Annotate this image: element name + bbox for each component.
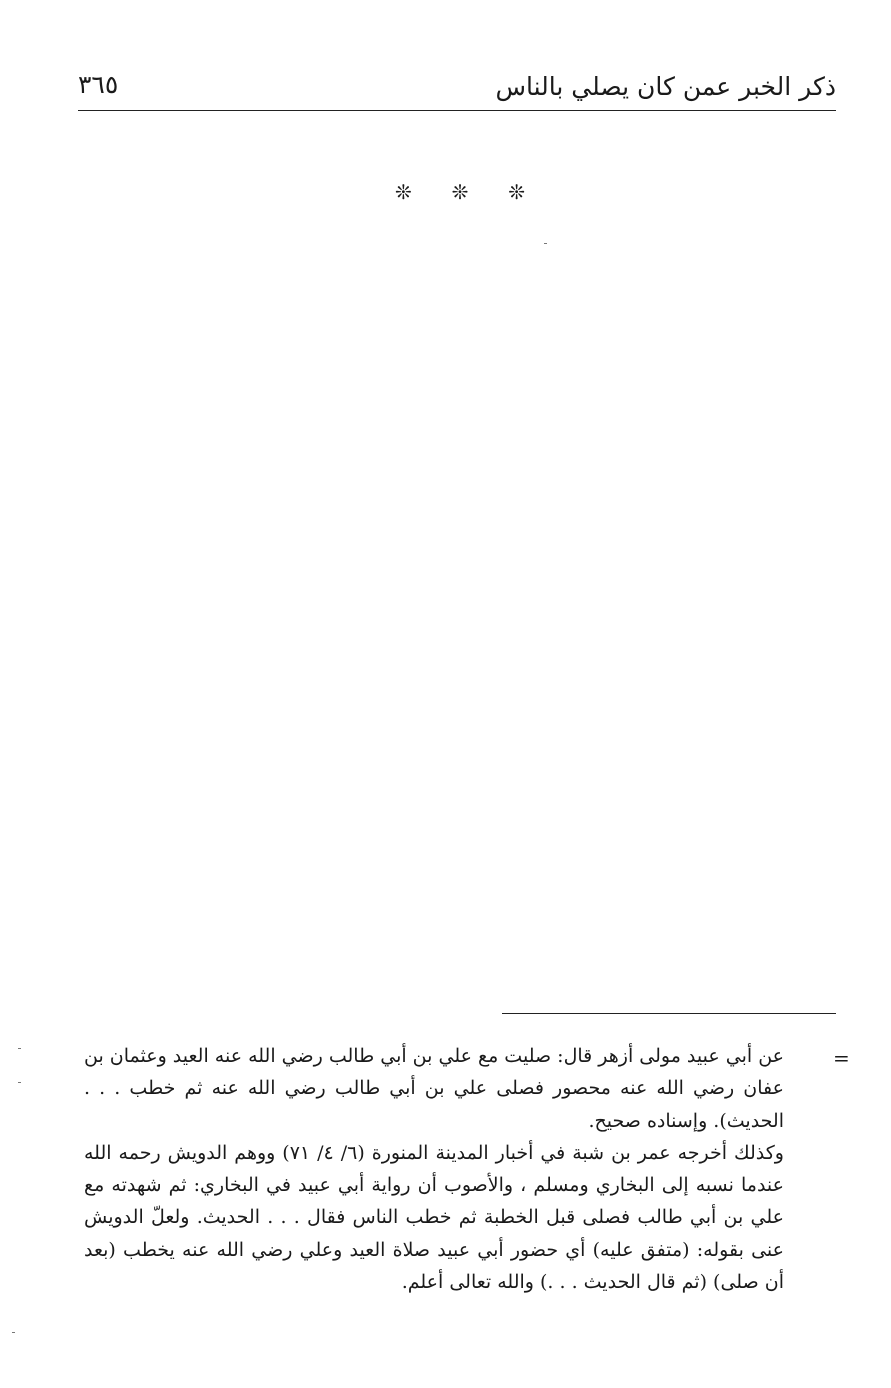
scan-speck bbox=[544, 243, 547, 244]
scan-speck bbox=[18, 1048, 21, 1049]
footnote-paragraph: وكذلك أخرجه عمر بن شبة في أخبار المدينة المنورة (٦/ ٤/ ٧١) ووهم الدويش رحمه الله عندما نسبه إلى البخاري ومسلم ، والأصوب أن رواية أبي عبيد في البخاري: ثم شهدته مع علي بن أبي طالب فصلى قبل الخطبة ثم خطب الناس فقال . . . الحديث. ولعلّ الدويش عنى بقوله: (متفق عليه) أي حضور أبي عبيد صلاة العيد وعلي رضي الله عنه يخطب (بعد أن صلى) (ثم قال الحديث . . .) والله تعالى أعلم. bbox=[84, 1141, 784, 1294]
running-title: ذكر الخبر عمن كان يصلي بالناس bbox=[495, 72, 836, 101]
footnote-paragraph: عن أبي عبيد مولى أزهر قال: صليت مع علي بن أبي طالب رضي الله عنه العيد وعثمان بن عفان رضي الله عنه محصور فصلى علي بن أبي طالب رضي الله عنه ثم خطب . . . الحديث). وإسناده صحيح. bbox=[84, 1045, 784, 1132]
scan-speck bbox=[18, 1082, 21, 1083]
separator-star-icon: ❊ bbox=[395, 180, 412, 204]
separator-star-icon: ❊ bbox=[451, 180, 469, 204]
page-header bbox=[78, 64, 836, 111]
footnote-continuation-mark: = bbox=[833, 1046, 850, 1070]
footnote-divider bbox=[502, 1013, 836, 1014]
section-separator bbox=[395, 180, 525, 204]
separator-star-icon: ❊ bbox=[508, 180, 525, 204]
scan-speck bbox=[12, 1332, 15, 1333]
page-number: ٣٦٥ bbox=[78, 70, 119, 99]
footnotes bbox=[84, 1040, 784, 1298]
